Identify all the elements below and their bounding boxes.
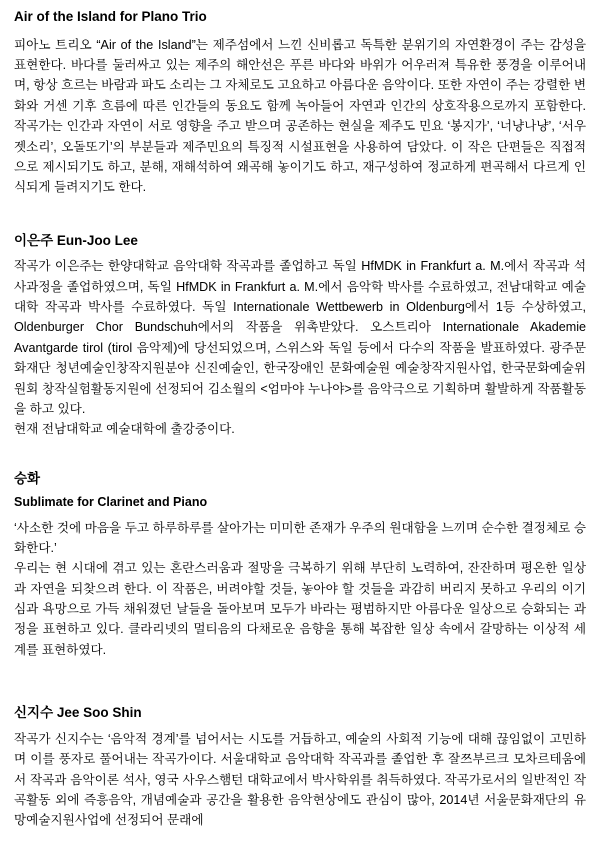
section-spacer: [14, 660, 586, 694]
section-paragraph: 작곡가 이은주는 한양대학교 음악대학 작곡과를 졸업하고 독일 HfMDK in Frankfurt a. M.에서 작곡과 석사과정을 졸업하였으며, 독일 HfMDK in Frankfurt a. M.에서 음악학 박사를 수료하였고, 전남대학교 예술대학 작곡과 박사를 수료하였다. 독일 Internationale Wettbewerb in Oldenburg에서 1등 수상하였고, Oldenburger Chor Bundschuh에서의 작품을 위촉받았다. 오스트리아 Internationale Akademie Avantgarde tirol (tirol 음악제)에 당선되었으며, 스위스와 독일 등에서 다수의 작품을 발표하였다. 광주문화재단 청년예술인창작지원분야 신진예술인, 한국장애인 문화예술원 예술창작지원사업, 한국문화예술위원회 창작실험활동지원에 선정되어 김소월의 <엄마야 누나야>를 음악극으로 기획하며 활발하게 작품활동을 하고 있다.: [14, 259, 586, 416]
section-eun-joo-lee: [14, 232, 586, 440]
section-title: 승화: [14, 470, 41, 486]
section-subtitle: Sublimate for Clarinet and Piano: [14, 495, 208, 510]
section-title: Air of the Island for Plano Trio: [14, 9, 207, 24]
section-paragraph: 우리는 현 시대에 겪고 있는 혼란스러움과 절망을 극복하기 위해 부단히 노력하여, 잔잔하며 평온한 일상과 자연을 되찾으려 한다. 이 작품은, 버려야할 것들, 놓아야 할 것들을 과감히 버리지 못하고 우리의 이기심과 욕망으로 가득 채워졌던 날들을 돌아보며 모두가 바라는 평범하지만 아름다운 일상으로 승화되는 과정을 표현하고 있다. 클라리넷의 멀티음의 다채로운 음향을 통해 복잡한 일상 속에서 갈망하는 이상적 세계를 표현하였다.: [14, 561, 586, 657]
section-paragraph: ‘사소한 것에 마음을 두고 하루하루를 살아가는 미미한 존재가 우주의 원대함을 느끼며 순수한 결정체로 승화한다.’: [14, 520, 586, 555]
section-sublimate: [14, 470, 586, 661]
section-spacer: [14, 694, 586, 704]
section-jee-soo-shin: [14, 704, 586, 831]
composer-name: 신지수 Jee Soo Shin: [14, 705, 142, 721]
section-paragraph: 피아노 트리오 “Air of the Island”는 제주섬에서 느낀 신비롭고 독특한 분위기의 자연환경이 주는 감성을 표현한다. 바다를 둘러싸고 있는 제주의 해안선은 푸른 바다와 바위가 어우러져 특유한 풍경을 이루어내며, 항상 흐르는 바람과 파도 소리는 그 자체로도 고요하고 아름다운 음악이다. 또한 자연이 주는 강렬한 변화와 거센 기후 흐름에 따른 인간들의 동요도 함께 녹아들어 자연과 인간의 상호작용으로까지 포함한다. 작곡가는 인간과 자연이 서로 영향을 주고 받으며 공존하는 현실을 제주도 민요 ‘봉지가’, ‘너냥나냥’, ‘서우젯소리’, 오돌또기’의 부분들과 제주민요의 특징적 시설표현을 사용하여 담았다. 이 작은 단편들은 직접적으로 제시되기도 하고, 분해, 재해석하여 왜곡해 놓이기도 하고, 재구성하여 정교하게 편곡해서 다르게 인식되게 들려지기도 한다.: [14, 37, 586, 195]
section-paragraph: 작곡가 신지수는 ‘음악적 경계’를 넘어서는 시도를 거듭하고, 예술의 사회적 기능에 대해 끊임없이 고민하며 이를 풍자로 풀어내는 작곡가이다. 서울대학교 음악대학 작곡과를 졸업한 후 잘쯔부르크 모차르테움에서 작곡과 음악이론 석사, 영국 사우스햄턴 대학교에서 박사학위를 취득하였다. 작곡가로서의 일반적인 작곡활동 외에 즉흥음악, 개념예술과 공간을 활용한 음악현상에도 관심이 많아, 2014년 서울문화재단의 유망예술지원사업에 선정되어 문래에: [14, 731, 586, 828]
section-spacer: [14, 440, 586, 470]
section-paragraph: 현재 전남대학교 예술대학에 출강중이다.: [14, 422, 235, 437]
composer-name: 이은주 Eun-Joo Lee: [14, 232, 138, 248]
section-air-of-the-island: [14, 8, 586, 198]
section-spacer: [14, 198, 586, 232]
